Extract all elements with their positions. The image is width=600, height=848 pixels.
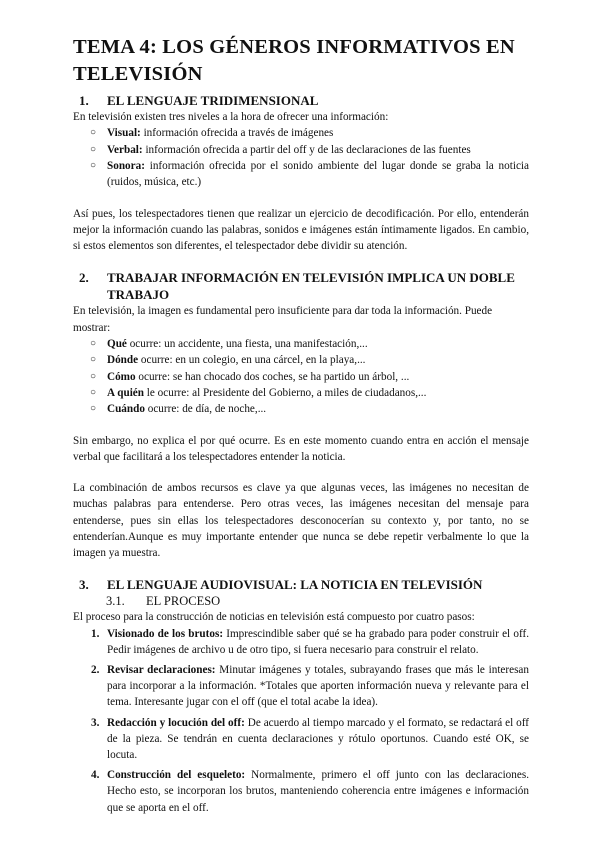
- item-text: ocurre: un accidente, una fiesta, una manifestación,...: [126, 337, 368, 350]
- section-2-paragraph-1: Sin embargo, no explica el por qué ocurre. Es en este momento cuando entra en acción el mensaje verbal que facilitará a los telespectadores entender la noticia.: [73, 434, 529, 464]
- section-2-number: 2.: [79, 270, 89, 286]
- step-text: Minutar imágenes y totales, subrayando frases que más le interesan para incorporar a la información. *Totales que aporten información nueva y relevante para el tema. Interesante jugar con el off (que el total acabe la idea).: [107, 663, 529, 709]
- list-item: [91, 662, 529, 711]
- list-item: [90, 352, 529, 368]
- item-term: Dónde: [107, 354, 139, 367]
- circle-bullet-icon: ○: [90, 370, 97, 382]
- circle-bullet-icon: ○: [90, 387, 97, 399]
- list-item: [90, 125, 529, 141]
- list-item: [90, 401, 529, 417]
- item-text: información ofrecida a través de imágenes: [140, 127, 334, 140]
- item-term: Verbal:: [107, 143, 143, 156]
- process-steps-list: [73, 626, 529, 816]
- circle-bullet-icon: ○: [90, 354, 97, 366]
- section-3-heading: [73, 576, 529, 593]
- section-2-paragraph-2: La combinación de ambos recursos es clave ya que algunas veces, las imágenes no necesitan de muchas palabras para entenderse. Pero otras veces, las imágenes necesitan del mensaje para entenderse, pues sin ellas los telespectadores desconocerían su contexto y, por tanto, no se entenderían.Aunque es muy importante entender que nunca se debe repetir verbalmente lo que la imagen ya muestra.: [73, 482, 529, 560]
- list-item: [90, 369, 529, 385]
- item-term: Cuándo: [107, 403, 145, 416]
- questions-list: [73, 336, 529, 418]
- item-term: Cómo: [107, 370, 136, 383]
- document-title: TEMA 4: LOS GÉNEROS INFORMATIVOS EN TELEVISIÓN: [73, 36, 515, 85]
- step-number: 1.: [91, 627, 100, 640]
- section-2-heading: [73, 269, 529, 303]
- list-item: [90, 385, 529, 401]
- item-term: Visual:: [107, 127, 141, 140]
- item-text: le ocurre: al Presidente del Gobierno, a miles de ciudadanos,...: [144, 387, 427, 400]
- section-3-title: EL LENGUAJE AUDIOVISUAL: LA NOTICIA EN TELEVISIÓN: [107, 577, 483, 593]
- list-item: [90, 336, 529, 352]
- step-term: Visionado de los brutos:: [107, 627, 224, 640]
- circle-bullet-icon: ○: [90, 160, 97, 172]
- item-text: información ofrecida a partir del off y de las declaraciones de las fuentes: [142, 143, 471, 156]
- item-term: A quién: [107, 387, 144, 400]
- section-2-title: TRABAJAR INFORMACIÓN EN TELEVISIÓN IMPLICA UN DOBLE TRABAJO: [107, 270, 515, 303]
- list-item: [90, 142, 529, 158]
- section-3-number: 3.: [79, 577, 89, 593]
- item-text: ocurre: se han chocado dos coches, se ha partido un árbol, ...: [135, 370, 410, 383]
- item-text: información ofrecida por el sonido ambiente del lugar donde se graba la noticia (ruidos, música, etc.): [107, 160, 529, 189]
- levels-list: [73, 125, 529, 191]
- subsection-3-1-heading: [106, 593, 529, 609]
- section-2-intro: En televisión, la imagen es fundamental pero insuficiente para dar toda la información. Puede mostrar:: [73, 305, 493, 334]
- list-item: [91, 767, 529, 816]
- section-3-intro: El proceso para la construcción de noticias en televisión está compuesto por cuatro pasos:: [73, 611, 475, 624]
- list-item: [90, 158, 529, 191]
- step-number: 3.: [91, 716, 100, 729]
- step-text: Imprescindible saber qué se ha grabado para poder construir el off. Pedir imágenes de archivo u de otro tipo, si fuera necesario para construir el relato.: [107, 627, 529, 656]
- document-page: [73, 34, 529, 820]
- subsection-title: EL PROCESO: [146, 594, 221, 609]
- item-text: ocurre: de día, de noche,...: [144, 403, 267, 416]
- step-term: Redacción y locución del off:: [107, 716, 245, 729]
- section-1-title: EL LENGUAJE TRIDIMENSIONAL: [107, 93, 319, 108]
- step-text: De acuerdo al tiempo marcado y el formato, se redactará el off de la pieza. Se tendrán en cuenta declaraciones y rótulo oportunos. Cuando esté OK, se locuta.: [107, 716, 530, 761]
- section-1-paragraph: Así pues, los telespectadores tienen que realizar un ejercicio de decodificación. Por ello, entenderán mejor la información cuando las palabras, sonidos e imágenes están íntimamente ligados. En cambio, si estos elementos son diferentes, el telespectador debe dividir su atención.: [73, 207, 529, 253]
- item-term: Sonora:: [107, 160, 145, 173]
- subsection-number: 3.1.: [106, 594, 125, 609]
- step-term: Construcción del esqueleto:: [107, 769, 246, 782]
- step-text: Normalmente, primero el off junto con las declaraciones. Hecho esto, se incorporan los brutos, manteniendo coherencia entre imágenes e información que se aporta en el off.: [107, 769, 529, 814]
- circle-bullet-icon: ○: [90, 143, 97, 155]
- section-1-number: 1.: [79, 93, 89, 108]
- item-text: ocurre: en un colegio, en una cárcel, en la playa,...: [138, 354, 366, 367]
- step-number: 2.: [91, 663, 100, 676]
- circle-bullet-icon: ○: [90, 127, 97, 139]
- circle-bullet-icon: ○: [90, 337, 97, 349]
- item-term: Qué: [107, 337, 127, 350]
- list-item: [91, 626, 529, 658]
- section-1-heading: [73, 92, 529, 109]
- step-term: Revisar declaraciones:: [107, 663, 216, 676]
- section-1-intro: En televisión existen tres niveles a la hora de ofrecer una información:: [73, 111, 389, 123]
- list-item: [91, 715, 529, 764]
- step-number: 4.: [91, 769, 100, 782]
- circle-bullet-icon: ○: [90, 403, 97, 415]
